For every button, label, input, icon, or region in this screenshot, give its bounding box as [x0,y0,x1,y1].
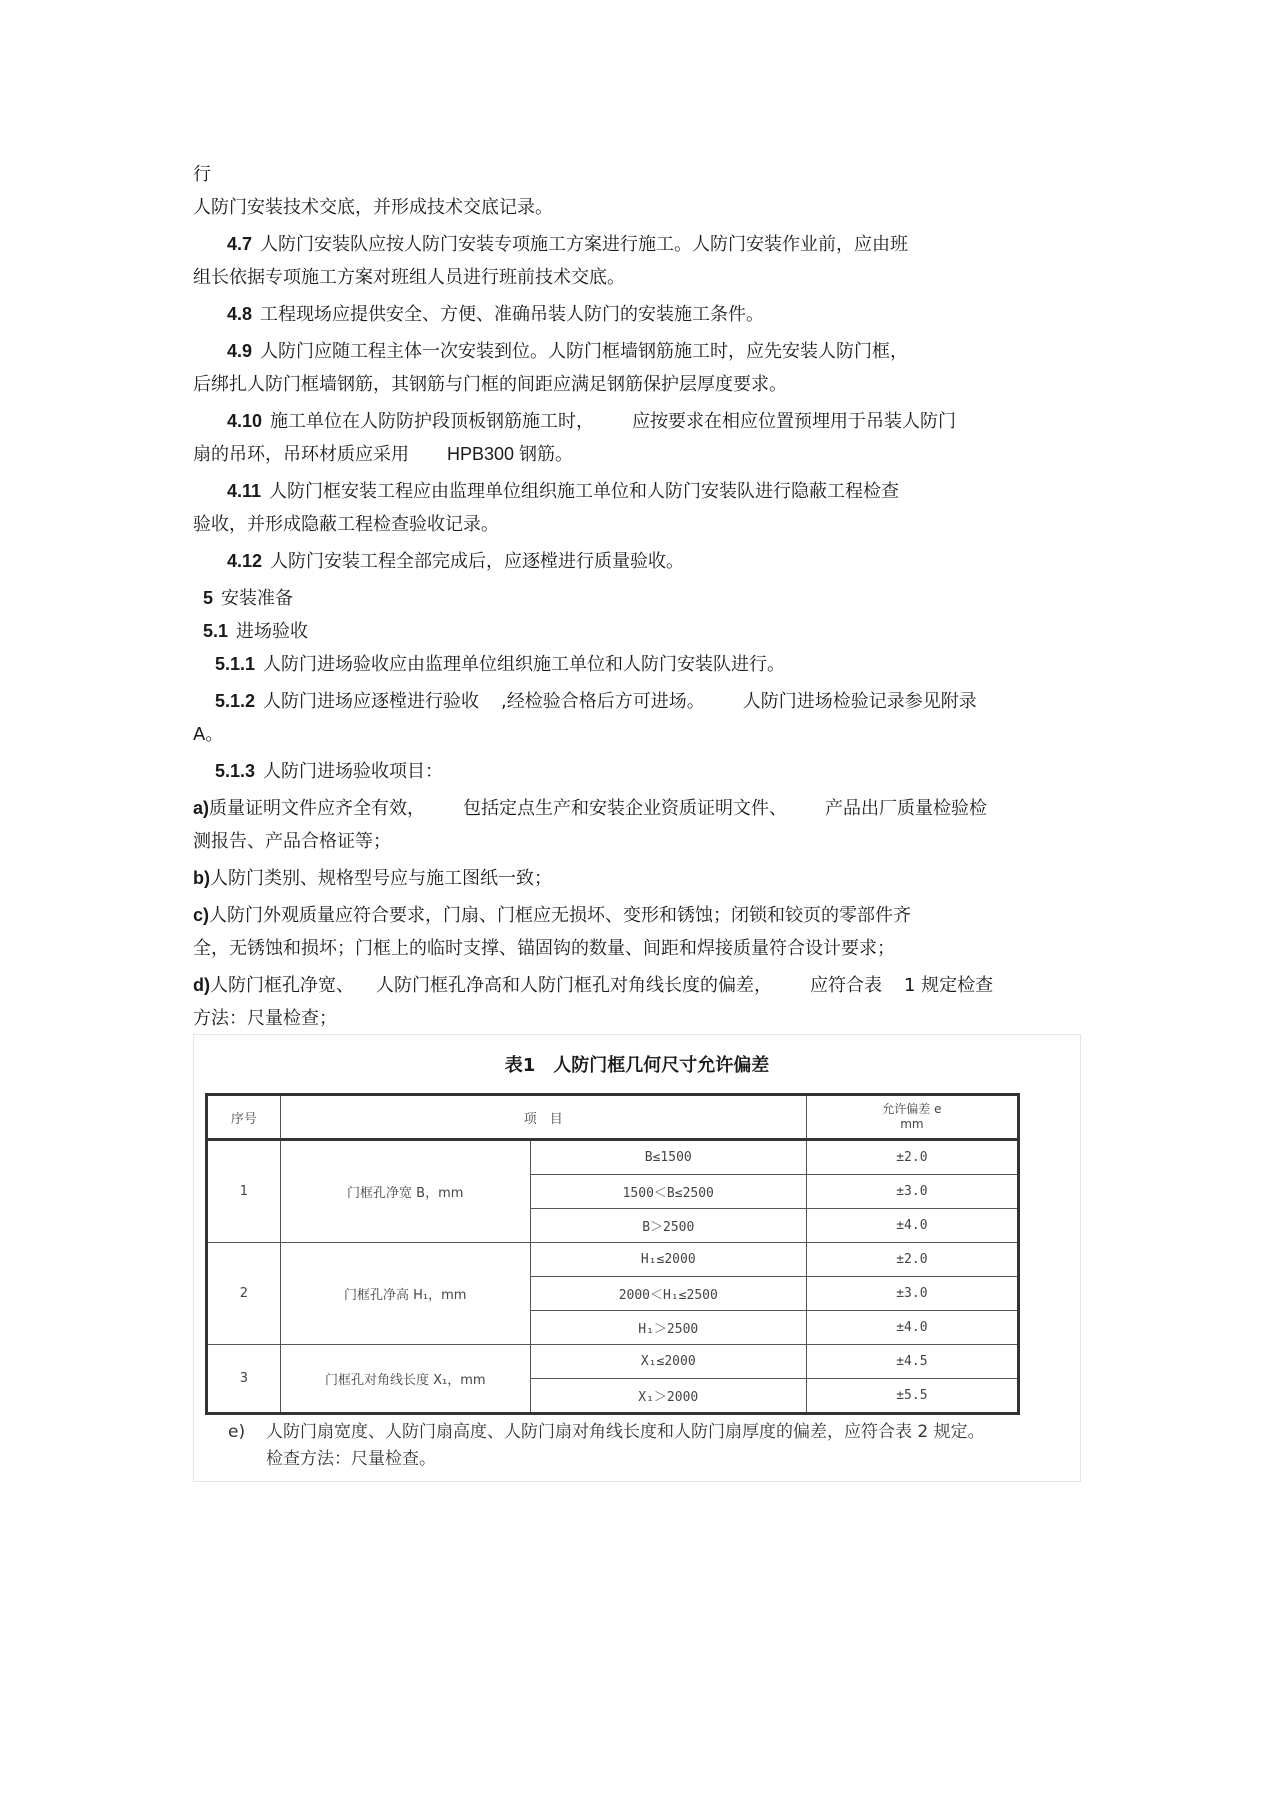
deviation-cell: ±3.0 [806,1277,1018,1311]
header-seq: 序号 [207,1095,281,1140]
section-number: 4.7 [227,234,253,254]
heading-5-1 [193,615,1083,648]
text-segment: 1 规定检查 [904,975,994,996]
item-b [193,862,1083,895]
condition-cell: 2000＜H₁≤2500 [530,1277,806,1311]
text-line: 方法：尺量检查； [193,1008,337,1029]
condition-cell: X₁≤2000 [530,1345,806,1379]
heading-5 [193,582,1083,615]
text-segment: 人防门进场应逐樘进行验收 [263,691,480,712]
section-5-1-2 [193,685,1083,751]
condition-cell: H₁≤2000 [530,1243,806,1277]
text-line: 组长依据专项施工方案对班组人员进行班前技术交底。 [193,267,625,288]
section-number: 5.1.2 [215,691,256,711]
condition-cell: X₁＞2000 [530,1379,806,1414]
section-number: 4.8 [227,304,253,324]
text-segment: 人防门框孔净高和人防门框孔对角线长度的偏差， [376,975,772,996]
item-label: a) [193,798,210,818]
section-4-12 [193,545,1083,578]
section-4-11 [193,475,1083,541]
text-line: 验收，并形成隐蔽工程检查验收记录。 [193,514,499,535]
text-segment: 人防门外观质量应符合要求，门扇、门框应无损坏、变形和锈蚀；闭锁和铰页的零部件齐 [209,905,912,926]
text-line: 人防门进场验收应由监理单位组织施工单位和人防门安装队进行。 [263,654,786,675]
item-label: d) [193,975,210,995]
text-line: 行 [193,164,211,185]
seq-cell: 2 [207,1243,281,1345]
text-line: 人防门应随工程主体一次安装到位。人防门框墙钢筋施工时，应先安装人防门框， [260,341,909,362]
text-line: 人防门安装队应按人防门安装专项施工方案进行施工。人防门安装作业前，应由班 [260,234,909,255]
section-4-7 [193,228,1083,294]
item-name-cell: 门框孔对角线长度 X₁，mm [280,1345,530,1414]
text-segment: ,经检验合格后方可进场。 [501,691,705,712]
text-segment: 应按要求在相应位置预埋用于吊装人防门 [632,411,957,432]
note-label: e) [228,1422,246,1442]
text-line: 测报告、产品合格证等； [193,831,391,852]
heading-text: 安装准备 [221,588,294,609]
deviation-cell: ±2.0 [806,1140,1018,1175]
deviation-cell: ±4.0 [806,1311,1018,1345]
text-segment: 扇的吊环，吊环材质应采用 [193,444,409,465]
table-header-row [207,1095,1019,1140]
section-4-9 [193,335,1083,401]
text-line: A。 [193,724,224,745]
section-number: 4.9 [227,341,253,361]
text-line: 人防门安装技术交底，并形成技术交底记录。 [193,197,553,218]
item-d [193,969,1083,1035]
condition-cell: 1500＜B≤2500 [530,1175,806,1209]
item-label: b) [193,868,210,888]
section-number: 5.1 [203,621,229,641]
item-name-cell: 门框孔净高 H₁，mm [280,1243,530,1345]
section-4-8 [193,298,1083,331]
section-4-10 [193,405,1083,471]
item-label: c) [193,905,210,925]
section-number: 5.1.1 [215,654,256,674]
deviation-cell: ±4.5 [806,1345,1018,1379]
item-name-cell: 门框孔净宽 B，mm [280,1140,530,1243]
text-segment: 施工单位在人防防护段顶板钢筋施工时， [270,411,595,432]
section-number: 4.10 [227,411,263,431]
header-deviation [806,1095,1018,1140]
document-body [193,158,1083,1039]
text-segment: 人防门进场检验记录参见附录 [742,691,977,712]
condition-cell: B＞2500 [530,1209,806,1243]
section-5-1-3 [193,755,1083,788]
section-number: 4.12 [227,551,263,571]
section-5-1-1 [193,648,1083,681]
section-number: 5 [203,588,214,608]
text-line: 人防门框安装工程应由监理单位组织施工单位和人防门安装队进行隐蔽工程检查 [269,481,900,502]
section-number: 5.1.3 [215,761,256,781]
table-figure [193,1034,1081,1482]
text-line: 人防门进场验收项目： [263,761,444,782]
deviation-cell: ±3.0 [806,1175,1018,1209]
text-segment: 人防门框孔净宽、 [210,975,354,996]
header-item: 项 目 [280,1095,806,1140]
header-deviation-line1: 允许偏差 e [882,1102,942,1116]
seq-cell: 3 [207,1345,281,1414]
condition-cell: B≤1500 [530,1140,806,1175]
text-line: 后绑扎人防门框墙钢筋，其钢筋与门框的间距应满足钢筋保护层厚度要求。 [193,374,787,395]
text-segment: 包括定点生产和安装企业资质证明文件、 [463,798,788,819]
note-line: 人防门扇宽度、人防门扇高度、人防门扇对角线长度和人防门扇厚度的偏差，应符合表 2 规定。 [266,1422,985,1442]
seq-cell: 1 [207,1140,281,1243]
table-title: 表1 人防门框几何尺寸允许偏差 [504,1055,770,1076]
text-segment: HPB300 钢筋。 [447,444,574,464]
text-line: 全，无锈蚀和损坏；门框上的临时支撑、锚固钩的数量、间距和焊接质量符合设计要求； [193,938,895,959]
text-line: 工程现场应提供安全、方便、准确吊装人防门的安装施工条件。 [260,304,765,325]
deviation-cell: ±4.0 [806,1209,1018,1243]
deviation-cell: ±2.0 [806,1243,1018,1277]
text-segment: 人防门类别、规格型号应与施工图纸一致； [210,868,552,889]
table-note [228,1419,985,1473]
heading-text: 进场验收 [236,621,309,642]
header-deviation-unit: mm [900,1117,924,1131]
text-segment: 产品出厂质量检验检 [825,798,988,819]
section-number: 4.11 [227,481,262,501]
table-row [207,1140,1019,1175]
item-c [193,899,1083,965]
text-segment: 质量证明文件应齐全有效， [209,798,426,819]
table-row [207,1345,1019,1379]
text-segment: 应符合表 [810,975,882,996]
condition-cell: H₁＞2500 [530,1311,806,1345]
note-line: 检查方法：尺量检查。 [266,1449,436,1469]
deviation-cell: ±5.5 [806,1379,1018,1414]
text-line: 人防门安装工程全部完成后，应逐樘进行质量验收。 [270,551,685,572]
item-a [193,792,1083,858]
deviation-table [205,1093,1020,1415]
table-row [207,1243,1019,1277]
